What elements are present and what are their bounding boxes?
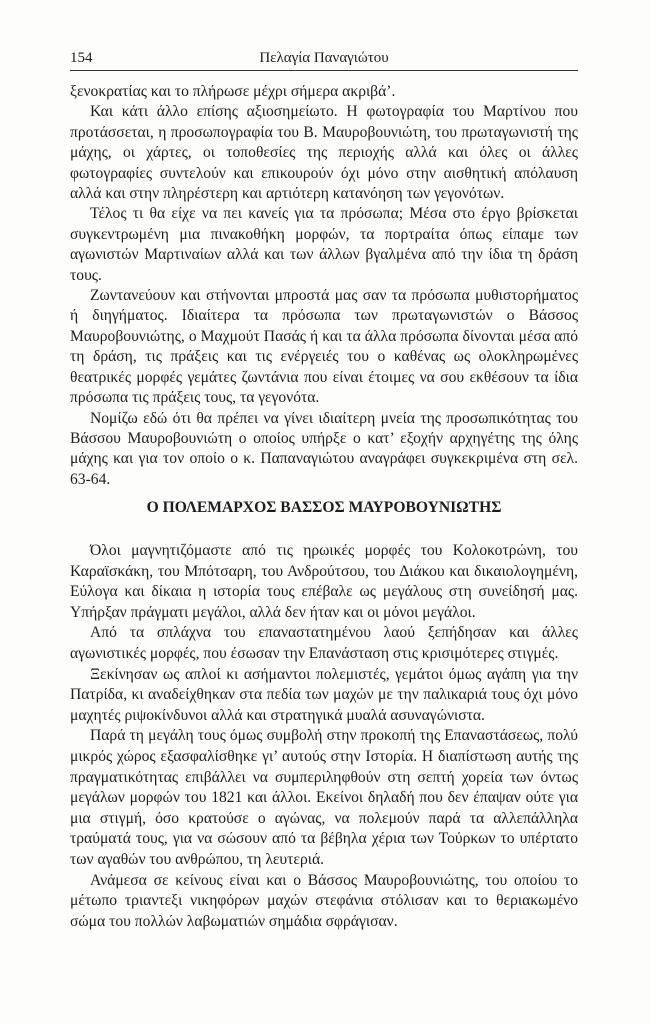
paragraph: Και κάτι άλλο επίσης αξιοσημείωτο. Η φωτογραφία του Μαρτίνου που προτάσσεται, η προσωπογραφία του Β. Μαυροβουνιώτη, του πρωταγωνιστή της μάχης, οι χάρτες, οι τοποθεσίες της περιοχής αλλά και όλες οι άλλες φωτογραφίες συντελούν και επικουρούν όχι μόνο στην αισθητική απόλαυση αλλά και στην πληρέστερη και αρτιότερη κατανόηση των γεγονότων. <box>70 103 578 203</box>
paragraph: Παρά τη μεγάλη τους όμως συμβολή στην προκοπή της Επαναστάσεως, πολύ μικρός χώρος εξασφαλίσθηκε γι’ αυτούς στην Ιστορία. Η διαπίστωση αυτής της πραγματικότητας επιβάλλει να συμπεριληφθούν στη σεπτή χορεία των όντως μεγάλων μορφών του 1821 και άλλοι. Εκείνοι δηλαδή που δεν έπαψαν ούτε για μια στιγμή, όσο κρατούσε ο αγώνας, να πολεμούν παρά τα αλλεπάλληλα τραύματά τους, για να σώσουν από τα βέβηλα χέρια των Τούρκων το υπέρτατο των αγαθών του ανθρώπου, τη λευτεριά. <box>70 727 578 868</box>
body-text-top <box>70 82 578 490</box>
running-title: Πελαγία Παναγιώτου <box>259 50 389 66</box>
section-title: Ο ΠΟΛΕΜΑΡΧΟΣ ΒΑΣΣΟΣ ΜΑΥΡΟΒΟΥΝΙΩΤΗΣ <box>146 499 502 516</box>
paragraph: Όλοι μαγνητιζόμαστε από τις ηρωικές μορφές του Κολοκοτρώνη, του Καραϊσκάκη, του Μπότσαρη, του Ανδρούτσου, του Διάκου και δικαιολογημένη, Εύλογα και δίκαια η ιστορία τους επέβαλε ως μεγάλους στη συνείδησή μας. Υπήρξαν πράγματι μεγάλοι, αλλά δεν ήταν και οι μόνοι μεγάλοι. <box>70 542 578 621</box>
page-header <box>70 46 578 71</box>
paragraph: Από τα σπλάχνα του επαναστατημένου λαού ξεπήδησαν και άλλες αγωνιστικές μορφές, που έσωσαν την Επανάσταση στις κρισιμότερες στιγμές. <box>70 624 578 662</box>
paragraph: Ξεκίνησαν ως απλοί κι ασήμαντοι πολεμιστές, γεμάτοι όμως αγάπη για την Πατρίδα, κι αναδείχθηκαν στα πεδία των μαχών με την παλικαριά τους όχι μόνο μαχητές ριψοκίνδυνοι αλλά και στρατηγικά μυαλά ασυναγώνιστα. <box>70 665 578 724</box>
paragraph: Ανάμεσα σε κείνους είναι και ο Βάσσος Μαυροβουνιώτης, του οποίου το μέτωπο τριαντεξι νικηφόρων μαχών στεφάνια στόλισαν και το θεριακωμένο σώμα του πολλών λαβωματιών σημάδια σφράγισαν. <box>70 871 578 930</box>
paragraph: Τέλος τι θα είχε να πει κανείς για τα πρόσωπα; Μέσα στο έργο βρίσκεται συγκεντρωμένη μια πινακοθήκη μορφών, τα πορτραίτα όπως είπαμε των αγωνιστών Μαρτιναίων αλλά και των άλλων βγαλμένα από την ίδια τη δράση τους. <box>70 205 578 284</box>
paragraph: Ζωντανεύουν και στήνονται μπροστά μας σαν τα πρόσωπα μυθιστορήματος ή διηγήματος. Ιδιαίτερα τα πρόσωπα των πρωταγωνιστών ο Βάσσος Μαυροβουνιώτης, ο Μαχμούτ Πασάς ή και τα άλλα πρόσωπα δίνονται μέσα από τη δράση, τις πράξεις και τις ενέργειές του ο καθένας ως ολοκληρωμένες θεατρικές μορφές γεμάτες ζωντάνια που είναι έτοιμες να σου εκθέσουν τα ίδια πρόσωπα τις πράξεις τους, τα γεγονότα. <box>70 287 578 407</box>
paragraph: ξενοκρατίας και το πλήρωσε μέχρι σήμερα ακριβά’. <box>70 83 396 100</box>
body-text-bottom <box>70 541 578 932</box>
paragraph: Νομίζω εδώ ότι θα πρέπει να γίνει ιδιαίτερη μνεία της προσωπικότητας του Βάσσου Μαυροβουνιώτη ο οποίος υπήρξε ο κατ’ εξοχήν αρχηγέτης της όλης μάχης και για τον οποίο ο κ. Παπαναγιώτου αναγράφει συγκεκριμένα στη σελ. 63-64. <box>70 409 578 488</box>
page-number: 154 <box>70 50 93 66</box>
